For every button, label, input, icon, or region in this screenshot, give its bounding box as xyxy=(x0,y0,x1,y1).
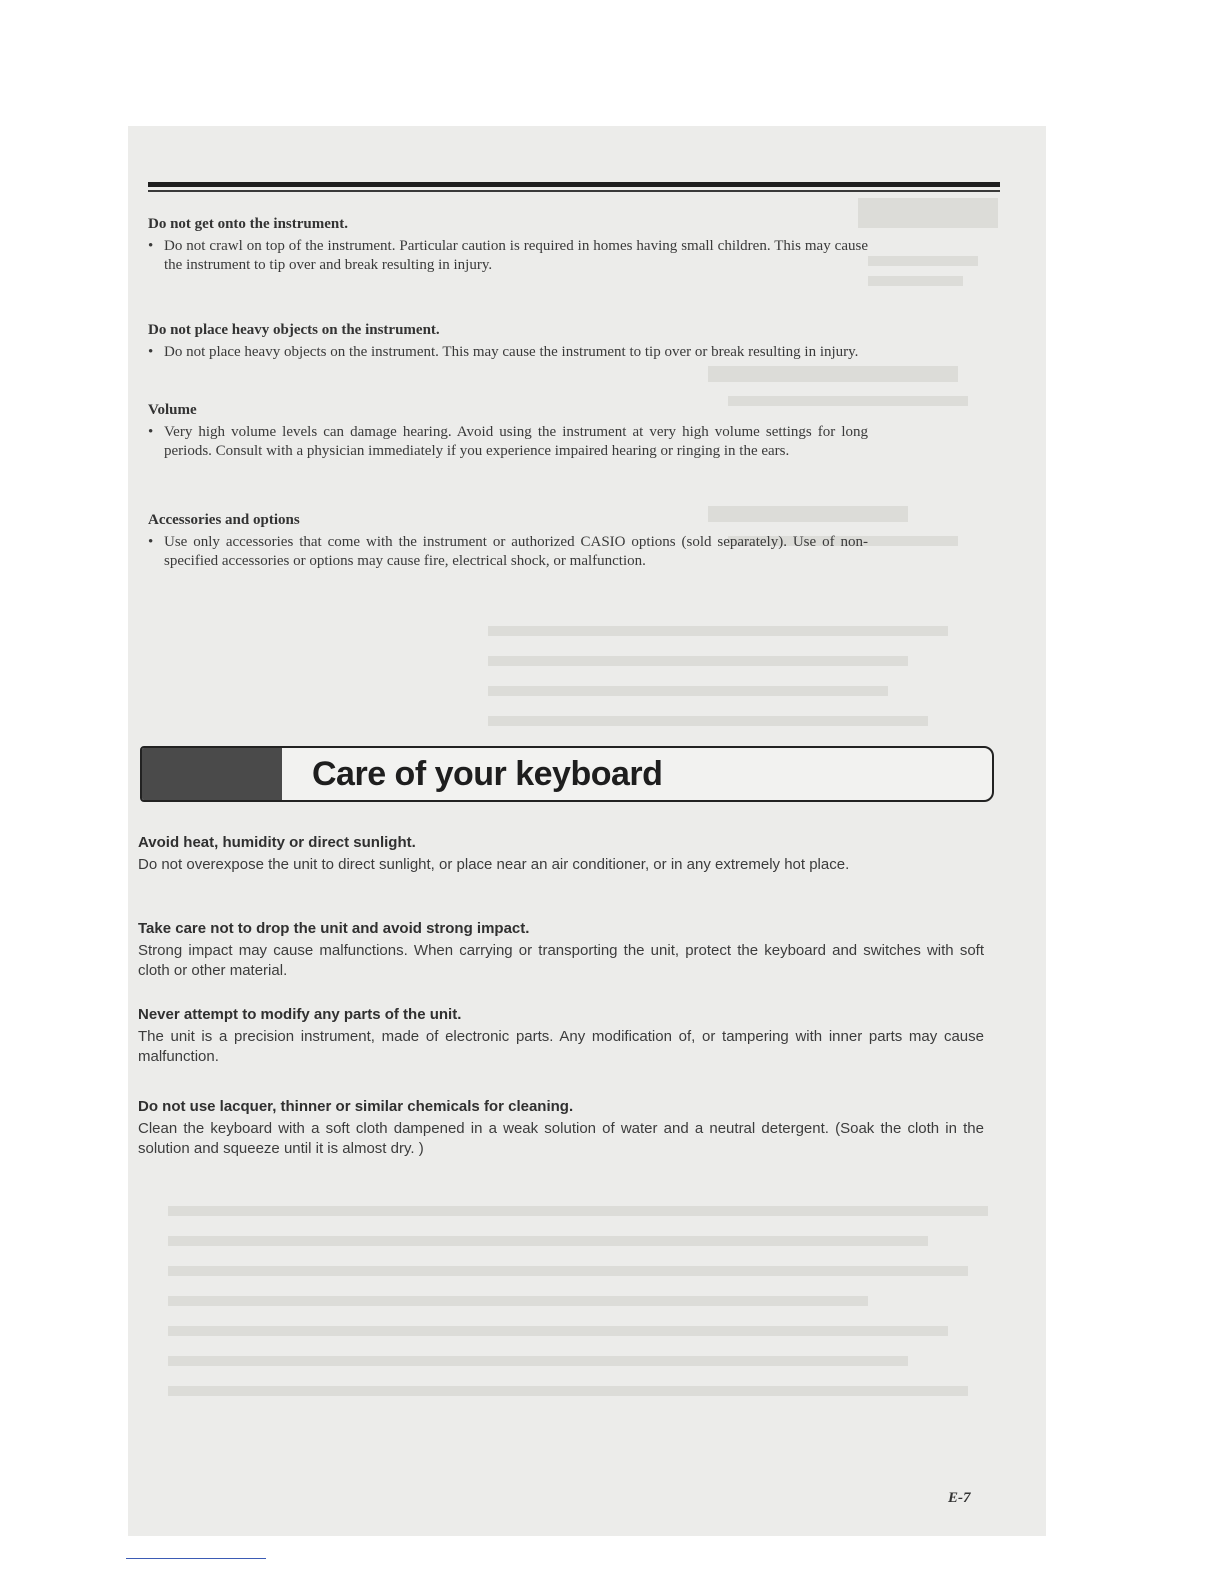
bullet-icon: • xyxy=(148,534,154,550)
manual-page xyxy=(128,126,1046,1536)
safety-text: Do not place heavy objects on the instrument. This may cause the instrument to tip over or break resulting in injury. xyxy=(164,344,859,360)
care-text: Strong impact may cause malfunctions. When carrying or transporting the unit, protect the keyboard and switches with soft cloth or other material. xyxy=(138,942,984,979)
footer-rule xyxy=(126,1558,266,1559)
page-number: E-7 xyxy=(948,1490,971,1506)
care-heading: Never attempt to modify any parts of the unit. xyxy=(138,1006,462,1023)
safety-section-heavy xyxy=(148,322,868,362)
care-item-cleaning xyxy=(138,1098,984,1159)
care-heading: Avoid heat, humidity or direct sunlight. xyxy=(138,834,416,851)
bullet-icon: • xyxy=(148,344,154,360)
section-title: Care of your keyboard xyxy=(312,755,663,793)
safety-section-onto xyxy=(148,216,868,275)
banner-dark-tab xyxy=(142,748,282,800)
care-text: Do not overexpose the unit to direct sunlight, or place near an air conditioner, or in any extremely hot place. xyxy=(138,856,850,873)
safety-heading: Accessories and options xyxy=(148,512,300,528)
safety-text: Very high volume levels can damage hearing. Avoid using the instrument at very high volume settings for long periods. Consult with a physician immediately if you experience impaired hearing or ringing in the ears. xyxy=(164,424,868,459)
safety-text: Use only accessories that come with the instrument or authorized CASIO options (sold separately). Use of non-specified accessories or options may cause fire, electrical shock, or malfunction. xyxy=(164,534,868,569)
care-item-heat xyxy=(138,834,984,875)
safety-section-volume xyxy=(148,402,868,461)
bullet-icon: • xyxy=(148,424,154,440)
care-heading: Take care not to drop the unit and avoid strong impact. xyxy=(138,920,530,937)
safety-text: Do not crawl on top of the instrument. Particular caution is required in homes having small children. This may cause the instrument to tip over and break resulting in injury. xyxy=(164,238,868,273)
safety-heading: Do not get onto the instrument. xyxy=(148,216,348,232)
section-banner xyxy=(140,746,994,802)
header-rule-thin xyxy=(148,190,1000,192)
safety-heading: Volume xyxy=(148,402,197,418)
header-rule-thick xyxy=(148,182,1000,187)
safety-section-accessories xyxy=(148,512,868,571)
safety-heading: Do not place heavy objects on the instrument. xyxy=(148,322,440,338)
care-text: Clean the keyboard with a soft cloth dampened in a weak solution of water and a neutral detergent. (Soak the cloth in the solution and squeeze until it is almost dry. ) xyxy=(138,1120,984,1157)
bullet-icon: • xyxy=(148,238,154,254)
care-text: The unit is a precision instrument, made of electronic parts. Any modification of, or tampering with inner parts may cause malfunction. xyxy=(138,1028,984,1065)
care-heading: Do not use lacquer, thinner or similar chemicals for cleaning. xyxy=(138,1098,574,1115)
care-item-drop xyxy=(138,920,984,981)
care-item-modify xyxy=(138,1006,984,1067)
